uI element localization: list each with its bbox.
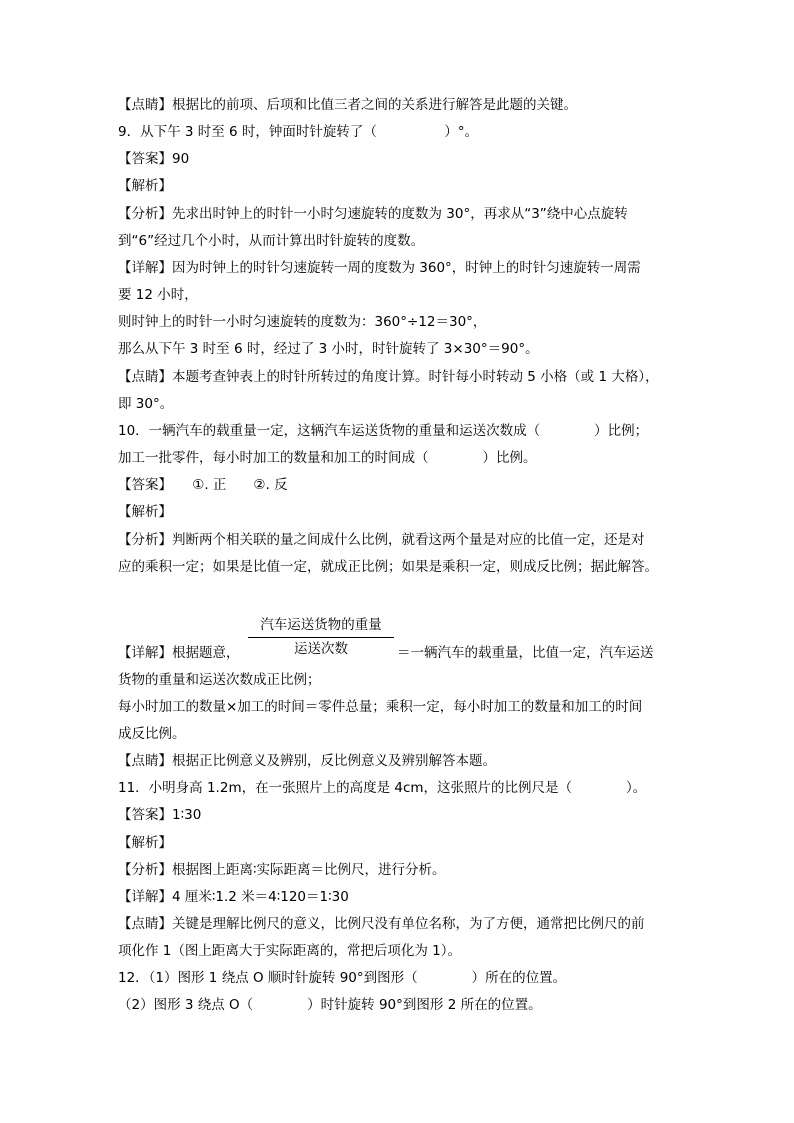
text-line: 即 30°。 — [118, 396, 174, 412]
text-line: 到“6”经过几个小时，从而计算出时针旋转的度数。 — [118, 233, 425, 249]
answer-11: 【答案】1∶30 — [118, 807, 202, 823]
text-line: 货物的重量和运送次数成正比例； — [118, 672, 321, 688]
text-line: ＝一辆汽车的载重量，比值一定，汽车运送 — [397, 645, 654, 661]
text-line: 【点睛】关键是理解比例尺的意义，比例尺没有单位名称，为了方便，通常把比例尺的前 — [118, 916, 645, 932]
text-line: 【分析】判断两个相关联的量之间成什么比例，就看这两个量是对应的比值一定，还是对 — [118, 532, 645, 548]
text-line: 【点睛】本题考查钟表上的时针所转过的角度计算。时针每小时转动 5 小格（或 1 大格）， — [118, 369, 659, 385]
analysis-heading: 【解析】 — [118, 178, 172, 194]
text-line: 【详解】4 厘米∶1.2 米＝4∶120＝1∶30 — [118, 889, 349, 905]
analysis-heading: 【解析】 — [118, 835, 172, 851]
text-line: 则时钟上的时针一小时匀速旋转的度数为：360°÷12＝30°， — [118, 314, 487, 330]
question-12: 12．（1）图形 1 绕点 O 顺时针旋转 90°到图形（ ）所在的位置。 — [118, 970, 567, 986]
text-line: 【点睛】根据正比例意义及辨别，反比例意义及辨别解答本题。 — [118, 753, 496, 769]
question-10: 10．一辆汽车的载重量一定，这辆汽车运送货物的重量和运送次数成（ ）比例； — [118, 423, 649, 439]
text-line: 【详解】根据题意， — [118, 645, 240, 661]
answer-10: 【答案】 ①. 正 ②. 反 — [118, 477, 288, 493]
fraction-numerator: 汽车运送货物的重量 — [260, 617, 382, 633]
question-9: 9．从下午 3 时至 6 时，钟面时针旋转了（ ）°。 — [118, 124, 479, 140]
fraction — [248, 616, 394, 658]
text-line: 每小时加工的数量×加工的时间＝零件总量；乘积一定，每小时加工的数量和加工的时间 — [118, 699, 643, 715]
text-line: 【分析】先求出时钟上的时针一小时匀速旋转的度数为 30°，再求从“3”绕中心点旋转 — [118, 206, 628, 222]
text-line: 要 12 小时， — [118, 287, 198, 303]
fraction-bar — [248, 637, 394, 638]
text-line: 应的乘积一定；如果是比值一定，就成正比例；如果是乘积一定，则成反比例；据此解答。 — [118, 559, 658, 575]
text-line: 成反比例。 — [118, 726, 186, 742]
text-line: 【分析】根据图上距离∶实际距离＝比例尺，进行分析。 — [118, 862, 446, 878]
text-line: 【详解】因为时钟上的时针匀速旋转一周的度数为 360°，时钟上的时针匀速旋转一周需 — [118, 260, 641, 276]
text-line: 加工一批零件，每小时加工的数量和加工的时间成（ ）比例。 — [118, 450, 537, 466]
text-line: （2）图形 3 绕点 O（ ）时针旋转 90°到图形 2 所在的位置。 — [118, 997, 542, 1013]
text-line: 那么从下午 3 时至 6 时，经过了 3 小时，时针旋转了 3×30°＝90°。 — [118, 341, 539, 357]
analysis-heading: 【解析】 — [118, 504, 172, 520]
text-line: 项化作 1（图上距离大于实际距离的，常把后项化为 1）。 — [118, 943, 462, 959]
fraction-denominator: 运送次数 — [294, 641, 348, 657]
text-line: 【点睛】根据比的前项、后项和比值三者之间的关系进行解答是此题的关键。 — [118, 97, 577, 113]
question-11: 11．小明身高 1.2m，在一张照片上的高度是 4cm，这张照片的比例尺是（ ）。 — [118, 780, 647, 796]
answer-9: 【答案】90 — [118, 151, 190, 167]
